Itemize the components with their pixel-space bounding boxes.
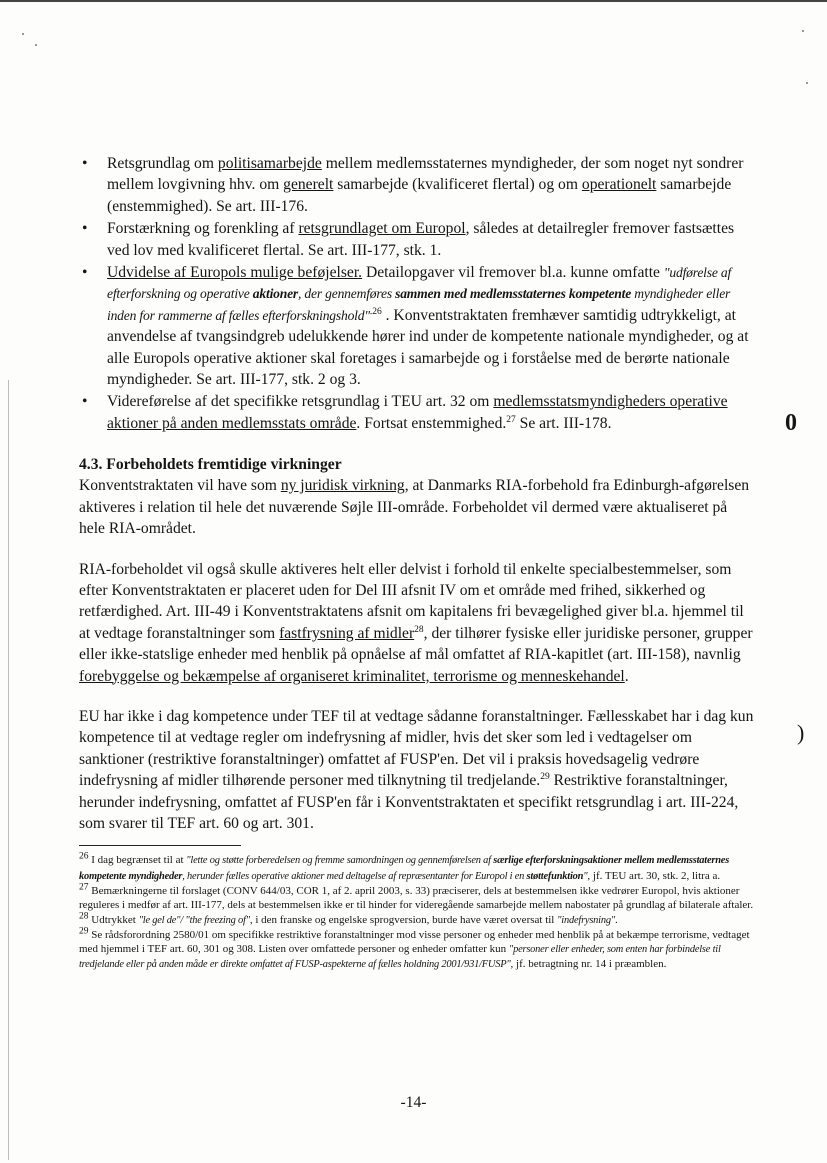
text-run: samarbejde (enstemmighed). Se art. III-176.: [107, 176, 732, 215]
text-run: , der tilhører fysiske eller juridiske personer, grupper eller ikke-statslige enheder med henblik på opnåelse af mål omfattet af RIA-kapitlet (art. III-158), navnlig: [79, 624, 753, 664]
text-run: Se rådsforordning 2580/01 om specifikke restriktive foranstaltninger mod visse personer og enheder med henblik på at bekæmpe terrorisme, vedtaget med hjemmel i TEF art. 60, 301 og 308. Listen over omfattede personer og enheder omfatter kun: [79, 928, 750, 956]
text-run: , der gennemføres: [298, 286, 396, 302]
text-run: "lette og støtte forberedelsen og fremme samordningen og gennemførelsen af: [186, 855, 494, 867]
bullet-list: [79, 153, 755, 434]
paragraph: [79, 559, 755, 687]
footnote-ref: .26: [369, 306, 382, 317]
text-run: , jf. betragtning nr. 14 i præamblen.: [510, 958, 667, 971]
underlined-text: politisamarbejde: [217, 155, 322, 172]
text-run: . Konventstraktaten fremhæver samtidig udtrykkeligt, at anvendelse af tvangsindgreb udelukkende hører ind under de kompetente nationale myndigheder, og at alle Europols operative aktioner skal foretages i samarbejde og i forståelse med de berørte nationale myndigheder. Se art. III-177, stk. 2 og 3.: [107, 306, 749, 389]
text-run: , jf. TEU art. 30, stk. 2, litra a.: [587, 869, 721, 882]
scan-left-edge: [8, 380, 9, 1160]
bullet-icon: •: [82, 393, 88, 411]
footnote: [79, 910, 755, 928]
text-run: sammen med medlemsstaternes kompetente: [395, 286, 632, 302]
underlined-text: forebyggelse og bekæmpelse af organiseret kriminalitet, terrorisme og menneskehandel: [79, 667, 625, 685]
page-number: -14-: [400, 1094, 427, 1111]
footnote-ref: 26: [79, 851, 89, 862]
margin-mark: ): [797, 720, 805, 745]
scan-top-border: [0, 0, 827, 2]
text-run: "indefrysning": [557, 914, 615, 926]
footnote-ref: 29: [79, 926, 89, 937]
text-run: Se art. III-178.: [515, 414, 612, 432]
text-run: "personer eller enheder, som enten har forbindelse til tredjelande eller på anden måde er direkte omfattet af FUSP-aspekterne af fælles holdning 2001/931/FUSP": [79, 944, 721, 971]
list-item-text: [107, 393, 728, 431]
text-run: ": [583, 870, 588, 882]
underlined-text: retsgrundlaget om Europol: [298, 220, 466, 238]
paragraph: [79, 706, 755, 834]
bullet-icon: •: [82, 264, 88, 282]
underlined-text: generelt: [283, 176, 334, 194]
footnote: [79, 853, 755, 884]
margin-mark: 0: [785, 410, 797, 436]
underlined-text: operationelt: [581, 176, 657, 194]
underlined-text: Udvidelse af Europols mulige beføjelser.: [107, 264, 363, 282]
bullet-icon: •: [82, 220, 88, 238]
text-run: "le gel de"/ "the freezing of": [138, 914, 250, 926]
text-run: Restriktive foranstaltninger, herunder indefrysning, omfattet af FUSP'en får i Konventstraktaten et specifikt retsgrundlag i art. III-224, som svarer til TEF art. 60 og art. 301.: [79, 772, 739, 832]
text-run: RIA-forbeholdet vil også skulle aktiveres helt eller delvist i forhold til enkelte specialbestemmelser, som efter Konventstraktaten er placeret uden for Del III afsnit IV om et område med frihed, sikkerhed og retfærdighed. Art. III-49 i Konventstraktatens afsnit om kapitalens fri bevægelighed giver bl.a. hjemmel til at vedtage foranstaltninger som: [79, 560, 744, 642]
footnote: [79, 884, 755, 913]
text-run: EU har ikke i dag kompetence under TEF til at vedtage sådanne foranstaltninger. Fællesskabet har i dag kun kompetence til at vedtage regler om indefrysning af midler, hvis det sker som led i vedtagelser om sanktioner (restriktive foranstaltninger) omfattet af FUSP'en. Det vil i praksis hovedsagelig vedrøre indefrysning af midler tilhørende personer med tilknytning til tredjelande.: [79, 707, 754, 790]
text-run: samarbejde (kvalificeret flertal) og om: [333, 176, 582, 194]
text-run: , således at detailregler fremover fastsættes ved lov med kvalificeret flertal. Se art. III-177, stk. 1.: [107, 220, 735, 259]
underlined-text: medlemsstatsmyndigheders operative aktioner på anden medlemsstats område: [107, 393, 728, 432]
text-run: Retsgrundlag om: [107, 155, 218, 172]
text-run: .: [624, 667, 629, 685]
list-item: [79, 391, 755, 434]
footnote: [79, 928, 755, 973]
footnote-ref: 27: [506, 414, 516, 425]
list-item: [79, 218, 755, 261]
text-run: I dag begrænset til at: [88, 854, 187, 867]
text-run: myndigheder eller inden for rammerne af fælles efterforskningshold": [107, 286, 731, 323]
text-run: . Fortsat enstemmighed.: [356, 414, 507, 432]
underlined-text: ny juridisk virkning: [280, 477, 405, 495]
text-run: Videreførelse af det specifikke retsgrundlag i TEU art. 32 om: [107, 393, 494, 411]
footnote-ref: 28: [79, 910, 89, 921]
footnote-ref: 27: [79, 882, 89, 893]
list-item: [79, 153, 755, 217]
section-heading: 4.3. Forbeholdets fremtidige virkninger: [79, 456, 342, 474]
scan-speck: [802, 30, 804, 32]
list-item-text: [107, 220, 734, 258]
text-run: Forstærkning og forenkling af: [107, 220, 299, 238]
scan-speck: [806, 82, 808, 84]
footnote-ref: 29: [540, 771, 550, 782]
underlined-text: fastfrysning af midler: [279, 624, 415, 642]
text-run: , i den franske og engelske sprogversion, burde have været oversat til: [249, 913, 558, 926]
list-item-text: [107, 155, 743, 215]
text-run: Detailopgaver vil fremover bl.a. kunne omfatte: [362, 264, 664, 282]
text-run: Udtrykket: [88, 913, 139, 926]
text-run: , at Danmarks RIA-forbehold fra Edinburgh-afgørelsen aktiveres i relation til hele det nuværende Søjle III-område. Forbeholdet vil dermed være aktualiseret på hele RIA-området.: [79, 477, 750, 538]
bullet-icon: •: [82, 155, 88, 172]
document-page: [79, 153, 755, 973]
list-item-text: [107, 264, 749, 388]
text-run: aktioner: [252, 286, 299, 302]
list-item: [79, 262, 755, 390]
text-run: særlige efterforskningsaktioner mellem medlemsstaternes kompetente myndigheder: [79, 855, 730, 882]
text-run: mellem medlemsstaternes myndigheder, der som noget nyt sondrer mellem lovgivning hhv. om: [107, 155, 744, 194]
footnote-divider: [79, 845, 241, 846]
paragraph: [79, 475, 755, 539]
scan-speck: [22, 33, 24, 35]
scan-speck: [35, 44, 37, 46]
text-run: , herunder fælles operative aktioner med deltagelse af repræsentanter for Europol i en: [182, 870, 527, 882]
text-run: støttefunktion: [526, 870, 584, 882]
text-run: .: [615, 913, 618, 926]
text-run: "udførelse af efterforskning og operative: [107, 265, 732, 302]
footnote-ref: 28: [414, 624, 424, 635]
text-run: Bemærkningerne til forslaget (CONV 644/03, COR 1, af 2. april 2003, s. 33) præciserer, dels at bestemmelsen ikke vedrører Europol, hvis aktioner reguleres i medfør af art. III-177, dels at bestemmelsen ikke er til hinder for videregående samarbejde mellem nabostater på grundlag af bilaterale aftaler.: [79, 884, 754, 912]
text-run: Konventstraktaten vil have som: [79, 477, 281, 495]
